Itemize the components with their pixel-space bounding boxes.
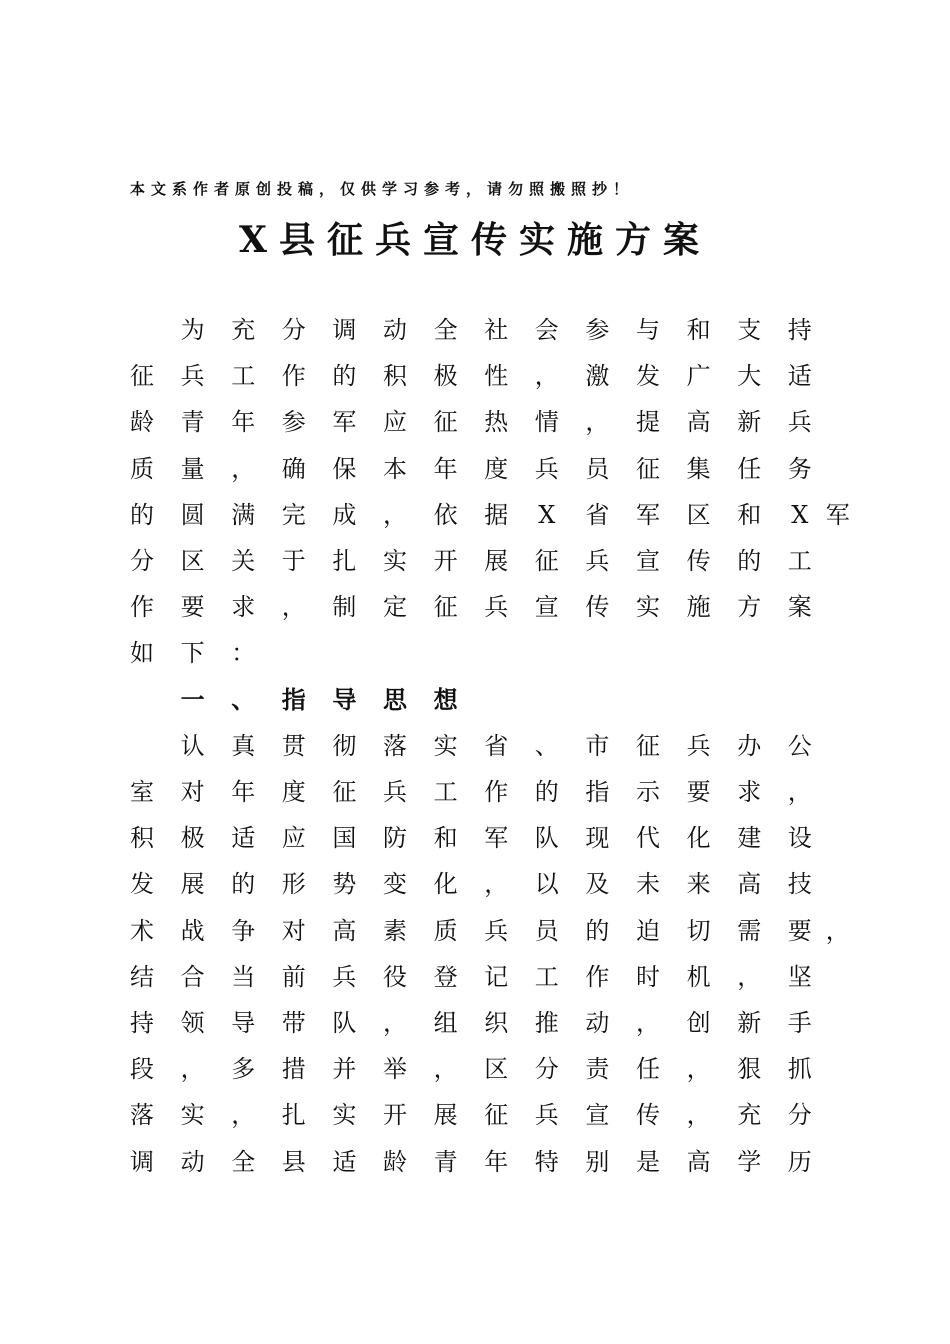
text-char: 征 — [534, 547, 559, 575]
text-char: 激 — [585, 362, 610, 391]
text-char: 市 — [585, 731, 610, 760]
text-char: 兵 — [534, 1101, 559, 1130]
text-char: 适 — [231, 824, 256, 853]
text-char: 争 — [231, 916, 256, 945]
text-char: 是 — [636, 1147, 660, 1176]
text-char: 高 — [686, 408, 711, 437]
text-char: 适 — [332, 1147, 357, 1176]
text-char: 学 — [737, 1147, 762, 1176]
text-char: ， — [231, 454, 256, 483]
text-char: 一 — [180, 685, 205, 714]
text-char: 热 — [484, 408, 509, 437]
text-char: 的 — [585, 916, 610, 945]
text-char: 办 — [737, 731, 762, 760]
text-char: 宣 — [534, 593, 559, 622]
text-char: 新 — [737, 1009, 762, 1037]
text-char: 并 — [332, 1055, 357, 1084]
text-char: 适 — [787, 362, 812, 391]
text-char: 对 — [281, 916, 306, 945]
text-char: ： — [231, 639, 256, 668]
text-char: 发 — [636, 362, 660, 391]
text-char: 应 — [281, 824, 306, 853]
text-char: 全 — [433, 316, 458, 344]
text-char: 术 — [130, 916, 154, 945]
text-char: 实 — [180, 1101, 205, 1130]
text-char: 兵 — [484, 593, 509, 622]
text-char: 龄 — [130, 408, 154, 437]
text-char: 领 — [180, 1009, 205, 1037]
text-char: 征 — [484, 1101, 509, 1130]
text-char: 大 — [737, 362, 762, 391]
text-char: 导 — [231, 1009, 256, 1037]
text-char: 为 — [180, 316, 205, 344]
text-char: 举 — [383, 1055, 407, 1084]
text-char: 高 — [686, 1147, 711, 1176]
text-char: 创 — [686, 1009, 711, 1037]
text-char: 分 — [281, 316, 306, 344]
text-char: 本 — [383, 454, 407, 483]
text-char: 军 — [825, 500, 850, 529]
paragraph-line — [0, 869, 950, 915]
text-char: 要 — [686, 778, 711, 806]
text-char: 量 — [180, 454, 205, 483]
text-char: 传 — [585, 593, 610, 622]
text-char: 求 — [737, 778, 762, 806]
text-char: 的 — [231, 870, 256, 899]
document-title: X县征兵宣传实施方案 — [239, 219, 711, 261]
text-char: 方 — [737, 593, 762, 622]
text-char: 应 — [383, 408, 407, 437]
text-char: 确 — [281, 454, 306, 483]
text-char: 贯 — [281, 731, 306, 760]
text-char: 的 — [130, 500, 154, 529]
text-char: 征 — [332, 778, 357, 806]
text-char: 分 — [130, 547, 154, 575]
text-char: 队 — [332, 1009, 357, 1037]
text-char: 任 — [636, 1055, 660, 1084]
text-char: ， — [787, 778, 812, 806]
text-char: 队 — [534, 824, 559, 853]
text-char: 责 — [585, 1055, 610, 1084]
text-char: 和 — [737, 500, 762, 529]
text-char: 设 — [787, 824, 812, 853]
text-char: 织 — [484, 1009, 509, 1037]
text-char: 年 — [484, 1147, 509, 1176]
paragraph-line — [0, 592, 950, 638]
text-char: 扎 — [332, 547, 357, 575]
text-char: 宣 — [585, 1101, 610, 1130]
text-char: 分 — [534, 1055, 559, 1084]
text-char: 高 — [332, 916, 357, 945]
text-char: 据 — [484, 500, 509, 529]
text-char: 及 — [585, 870, 610, 899]
paragraph-line — [0, 454, 950, 500]
text-char: 提 — [636, 408, 660, 437]
text-char: 集 — [686, 454, 711, 483]
text-char: 实 — [433, 731, 458, 760]
paragraph-line — [0, 546, 950, 592]
text-char: 充 — [231, 316, 256, 344]
text-char: 传 — [636, 1101, 660, 1130]
text-char: 制 — [332, 593, 357, 622]
text-char: 宣 — [636, 547, 660, 575]
text-char: 形 — [281, 870, 306, 899]
text-char: 作 — [281, 362, 306, 391]
text-char: 导 — [332, 685, 357, 714]
text-char: ， — [636, 1009, 660, 1037]
text-char: 兵 — [484, 916, 509, 945]
text-char: 指 — [281, 685, 306, 714]
text-char: 积 — [130, 824, 154, 853]
text-char: 会 — [534, 316, 559, 344]
text-char: 关 — [231, 547, 256, 575]
text-char: 征 — [130, 362, 154, 391]
text-char: 度 — [484, 454, 509, 483]
text-char: 军 — [332, 408, 357, 437]
text-char: 持 — [130, 1009, 154, 1037]
text-char: 、 — [231, 685, 256, 714]
text-char: ， — [534, 362, 559, 391]
text-char: 现 — [585, 824, 610, 853]
text-char: 来 — [686, 870, 711, 899]
text-char: 化 — [686, 824, 711, 853]
text-char: 的 — [737, 547, 762, 575]
text-char: 抓 — [787, 1055, 812, 1084]
text-char: 度 — [281, 778, 306, 806]
text-char: 和 — [433, 824, 458, 853]
text-char: 动 — [180, 1147, 205, 1176]
text-char: 参 — [585, 316, 610, 344]
text-char: 作 — [130, 593, 154, 622]
text-char: 落 — [130, 1101, 154, 1130]
text-char: 真 — [231, 731, 256, 760]
text-char: 防 — [383, 824, 407, 853]
text-char: 兵 — [534, 454, 559, 483]
text-char: 县 — [281, 1147, 306, 1176]
text-char: 合 — [180, 962, 205, 991]
text-char: 参 — [281, 408, 306, 437]
text-char: 兵 — [787, 408, 812, 437]
text-char: 带 — [281, 1009, 306, 1037]
text-char: X — [791, 500, 809, 529]
text-char: 公 — [787, 731, 812, 760]
text-char: 要 — [787, 916, 812, 945]
text-char: 需 — [737, 916, 762, 945]
text-char: 段 — [130, 1055, 154, 1084]
text-char: 年 — [231, 778, 256, 806]
text-char: 征 — [636, 731, 660, 760]
text-char: 实 — [383, 547, 407, 575]
text-char: 下 — [180, 639, 205, 668]
text-char: 兵 — [332, 962, 357, 991]
copyright-notice: 本文系作者原创投稿，仅供学习参考，请勿照搬照抄！ — [130, 180, 635, 198]
text-char: 质 — [130, 454, 154, 483]
text-char: 保 — [332, 454, 357, 483]
text-char: 工 — [433, 778, 458, 806]
text-char: ， — [383, 500, 407, 529]
text-char: 求 — [231, 593, 256, 622]
text-char: 满 — [231, 500, 256, 529]
text-char: 战 — [180, 916, 205, 945]
text-char: 素 — [383, 916, 407, 945]
text-char: 变 — [383, 870, 407, 899]
text-char: 分 — [787, 1101, 812, 1130]
paragraph-line — [0, 962, 950, 1008]
text-char: 依 — [433, 500, 458, 529]
text-char: 龄 — [383, 1147, 407, 1176]
text-char: 展 — [180, 870, 205, 899]
text-char: 年 — [433, 454, 458, 483]
text-char: ， — [737, 962, 762, 991]
text-char: 指 — [585, 778, 610, 806]
text-char: 、 — [534, 731, 559, 760]
text-char: 役 — [383, 962, 407, 991]
text-char: 工 — [231, 362, 256, 391]
text-char: 调 — [130, 1147, 154, 1176]
text-char: 以 — [534, 870, 559, 899]
text-char: 结 — [130, 962, 154, 991]
text-char: 省 — [585, 500, 610, 529]
text-char: 记 — [484, 962, 509, 991]
text-char: 定 — [383, 593, 407, 622]
text-char: 特 — [534, 1147, 559, 1176]
text-char: ， — [686, 1101, 711, 1130]
text-char: 扎 — [281, 1101, 306, 1130]
text-char: 圆 — [180, 500, 205, 529]
text-char: ， — [383, 1009, 407, 1037]
text-char: 质 — [433, 916, 458, 945]
text-char: 的 — [534, 778, 559, 806]
text-char: 员 — [585, 454, 610, 483]
paragraph-line — [0, 1054, 950, 1100]
paragraph-line — [0, 1147, 950, 1193]
text-char: 案 — [787, 593, 812, 622]
text-char: 性 — [484, 362, 509, 391]
text-char: 落 — [383, 731, 407, 760]
section-heading — [0, 685, 950, 731]
text-char: 情 — [534, 408, 559, 437]
text-char: 实 — [636, 593, 660, 622]
text-char: 建 — [737, 824, 762, 853]
text-char: 要 — [180, 593, 205, 622]
paragraph-line — [0, 638, 950, 684]
text-char: 年 — [231, 408, 256, 437]
text-char: 对 — [180, 778, 205, 806]
text-char: 展 — [433, 1101, 458, 1130]
text-char: X — [538, 500, 556, 529]
text-char: 和 — [686, 316, 711, 344]
text-char: 成 — [332, 500, 357, 529]
text-char: 极 — [433, 362, 458, 391]
text-char: 青 — [180, 408, 205, 437]
text-char: 历 — [787, 1147, 812, 1176]
text-char: 积 — [383, 362, 407, 391]
text-char: 的 — [332, 362, 357, 391]
text-char: 员 — [534, 916, 559, 945]
text-char: 区 — [484, 1055, 509, 1084]
text-char: 极 — [180, 824, 205, 853]
paragraph-line — [0, 500, 950, 546]
text-char: 坚 — [787, 962, 812, 991]
text-char: 全 — [231, 1147, 256, 1176]
text-char: 当 — [231, 962, 256, 991]
text-char: 如 — [130, 639, 154, 668]
text-char: 彻 — [332, 731, 357, 760]
text-char: 代 — [636, 824, 660, 853]
text-char: 兵 — [585, 547, 610, 575]
text-char: 完 — [281, 500, 306, 529]
text-char: 实 — [332, 1101, 357, 1130]
text-char: 施 — [686, 593, 711, 622]
text-char: 机 — [686, 962, 711, 991]
text-char: 室 — [130, 778, 154, 806]
text-char: 征 — [433, 408, 458, 437]
text-char: 势 — [332, 870, 357, 899]
text-char: 示 — [636, 778, 660, 806]
text-char: 狠 — [737, 1055, 762, 1084]
text-char: 前 — [281, 962, 306, 991]
text-char: 支 — [737, 316, 762, 344]
text-char: 征 — [433, 593, 458, 622]
text-char: 多 — [231, 1055, 256, 1084]
text-char: 作 — [484, 778, 509, 806]
text-char: 发 — [130, 870, 154, 899]
text-char: 迫 — [636, 916, 660, 945]
text-char: ， — [281, 593, 306, 622]
text-char: 开 — [383, 1101, 407, 1130]
text-char: 军 — [636, 500, 660, 529]
text-char: 区 — [686, 500, 711, 529]
text-char: ， — [433, 1055, 458, 1084]
text-char: 务 — [787, 454, 812, 483]
text-char: ， — [484, 870, 509, 899]
text-char: 国 — [332, 824, 357, 853]
text-char: 认 — [180, 731, 205, 760]
paragraph-line — [0, 361, 950, 407]
text-char: 措 — [281, 1055, 306, 1084]
text-char: 时 — [636, 962, 660, 991]
text-char: 持 — [787, 316, 812, 344]
text-char: 工 — [787, 547, 812, 575]
text-char: 社 — [484, 316, 509, 344]
text-char: 未 — [636, 870, 660, 899]
paragraph-line — [0, 777, 950, 823]
text-char: 动 — [383, 316, 407, 344]
text-char: 传 — [686, 547, 711, 575]
paragraph-line — [0, 1008, 950, 1054]
text-char: 兵 — [180, 362, 205, 391]
text-char: 广 — [686, 362, 711, 391]
text-char: 新 — [737, 408, 762, 437]
text-char: 动 — [585, 1009, 610, 1037]
text-char: 想 — [433, 685, 458, 714]
text-char: 登 — [433, 962, 458, 991]
text-char: 于 — [281, 547, 306, 575]
paragraph-line — [0, 407, 950, 453]
text-char: 思 — [383, 685, 407, 714]
text-char: 开 — [433, 547, 458, 575]
text-char: 组 — [433, 1009, 458, 1037]
text-char: 切 — [686, 916, 711, 945]
text-char: ， — [686, 1055, 711, 1084]
text-char: 与 — [636, 316, 660, 344]
text-char: 工 — [534, 962, 559, 991]
text-char: 手 — [787, 1009, 812, 1037]
text-char: 兵 — [383, 778, 407, 806]
paragraph-line — [0, 1100, 950, 1146]
text-char: 化 — [433, 870, 458, 899]
text-char: ， — [231, 1101, 256, 1130]
paragraph-line — [0, 315, 950, 361]
text-char: 推 — [534, 1009, 559, 1037]
text-char: 区 — [180, 547, 205, 575]
text-char: 省 — [484, 731, 509, 760]
text-char: 军 — [484, 824, 509, 853]
text-char: 任 — [737, 454, 762, 483]
text-char: 青 — [433, 1147, 458, 1176]
text-char: 技 — [787, 870, 812, 899]
text-char: 别 — [585, 1147, 610, 1176]
text-char: 调 — [332, 316, 357, 344]
text-char: ， — [585, 408, 610, 437]
text-char: 征 — [636, 454, 660, 483]
text-char: 高 — [737, 870, 762, 899]
text-char: 展 — [484, 547, 509, 575]
paragraph-line — [0, 916, 950, 962]
text-char: ， — [180, 1055, 205, 1084]
text-char: 作 — [585, 962, 610, 991]
text-char: 充 — [737, 1101, 762, 1130]
paragraph-line — [0, 823, 950, 869]
text-char: 兵 — [686, 731, 711, 760]
paragraph-line — [0, 731, 950, 777]
text-char: ， — [825, 916, 850, 945]
